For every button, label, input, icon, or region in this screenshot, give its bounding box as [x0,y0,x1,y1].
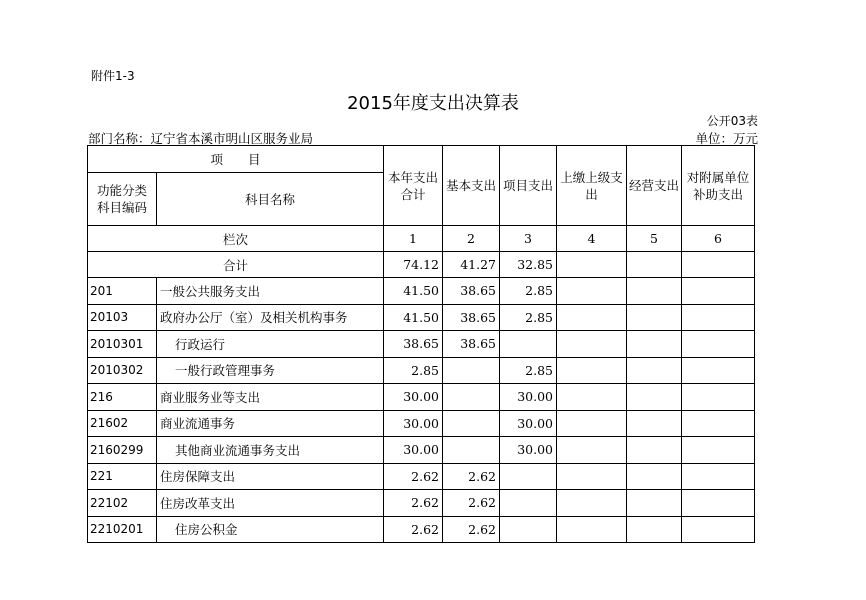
amount-cell [682,490,755,517]
subject-name: 行政运行 [157,331,384,358]
amount-cell [627,463,682,490]
amount-cell [682,304,755,331]
amount-cell [627,437,682,464]
amount-cell [627,490,682,517]
amount-cell [627,357,682,384]
amount-cell [627,304,682,331]
subject-name: 商业流通事务 [157,410,384,437]
column-number: 6 [682,226,755,252]
subject-name: 一般行政管理事务 [157,357,384,384]
total-value [682,252,755,278]
subject-name: 商业服务业等支出 [157,384,384,411]
amount-cell: 30.00 [500,410,557,437]
amount-cell: 41.50 [384,304,443,331]
amount-cell [557,331,627,358]
table-row [88,490,755,517]
table-row [88,410,755,437]
col-header-6: 对附属单位补助支出 [682,146,755,226]
amount-cell: 2.85 [500,304,557,331]
subject-code: 2210201 [88,516,157,543]
subject-name: 其他商业流通事务支出 [157,437,384,464]
name-header: 科目名称 [157,173,384,226]
table-row [88,463,755,490]
amount-cell [443,384,500,411]
col-header-2: 基本支出 [443,146,500,226]
amount-cell: 2.85 [500,278,557,305]
table-row [88,384,755,411]
column-number: 2 [443,226,500,252]
col-header-5: 经营支出 [627,146,682,226]
amount-cell: 38.65 [443,331,500,358]
header-row-top [88,146,755,173]
amount-cell: 2.85 [500,357,557,384]
amount-cell [557,278,627,305]
subject-name: 住房公积金 [157,516,384,543]
subject-name: 一般公共服务支出 [157,278,384,305]
amount-cell: 41.50 [384,278,443,305]
amount-cell [682,463,755,490]
amount-cell [557,490,627,517]
amount-cell [682,410,755,437]
amount-cell: 38.65 [443,304,500,331]
form-number: 公开03表 [706,114,758,128]
subject-code: 2010301 [88,331,157,358]
item-header: 项 目 [88,146,384,173]
amount-cell: 2.62 [384,490,443,517]
amount-cell: 2.62 [443,490,500,517]
amount-cell: 2.85 [384,357,443,384]
amount-cell [682,278,755,305]
total-value [627,252,682,278]
table-row [88,357,755,384]
page-title: 2015年度支出决算表 [347,93,519,114]
subject-code: 2160299 [88,437,157,464]
amount-cell: 30.00 [500,384,557,411]
total-value: 32.85 [500,252,557,278]
amount-cell [682,357,755,384]
column-number: 4 [557,226,627,252]
amount-cell [500,463,557,490]
total-row [88,252,755,278]
table-row [88,437,755,464]
amount-cell [557,516,627,543]
column-index-label: 栏次 [88,226,384,252]
amount-cell: 30.00 [384,437,443,464]
amount-cell [627,516,682,543]
total-value [557,252,627,278]
amount-cell: 2.62 [443,516,500,543]
amount-cell: 38.65 [384,331,443,358]
amount-cell [682,516,755,543]
total-value: 41.27 [443,252,500,278]
table-row [88,278,755,305]
col-header-4: 上缴上级支出 [557,146,627,226]
amount-cell [682,437,755,464]
amount-cell [557,410,627,437]
table-row [88,331,755,358]
total-label: 合计 [88,252,384,278]
table-row [88,304,755,331]
amount-cell [557,437,627,464]
subject-code: 22102 [88,490,157,517]
unit-label: 单位：万元 [695,131,758,146]
column-number: 5 [627,226,682,252]
column-number: 1 [384,226,443,252]
column-index-row [88,226,755,252]
amount-cell [682,384,755,411]
amount-cell: 2.62 [443,463,500,490]
col-header-1: 本年支出合计 [384,146,443,226]
amount-cell [443,437,500,464]
subject-name: 政府办公厅（室）及相关机构事务 [157,304,384,331]
amount-cell [443,357,500,384]
amount-cell [627,278,682,305]
amount-cell: 2.62 [384,516,443,543]
amount-cell [557,463,627,490]
department-name: 部门名称：辽宁省本溪市明山区服务业局 [88,131,314,146]
subject-code: 216 [88,384,157,411]
amount-cell [557,384,627,411]
total-value: 74.12 [384,252,443,278]
amount-cell: 30.00 [384,410,443,437]
amount-cell [682,331,755,358]
code-header: 功能分类科目编码 [88,173,157,226]
amount-cell [443,410,500,437]
col-header-3: 项目支出 [500,146,557,226]
amount-cell [500,490,557,517]
amount-cell [500,516,557,543]
amount-cell: 30.00 [500,437,557,464]
amount-cell [500,331,557,358]
amount-cell: 30.00 [384,384,443,411]
subject-code: 221 [88,463,157,490]
expenditure-table [87,145,755,543]
subject-code: 20103 [88,304,157,331]
amount-cell [557,304,627,331]
amount-cell: 38.65 [443,278,500,305]
subject-code: 21602 [88,410,157,437]
attachment-label: 附件1-3 [91,69,135,83]
amount-cell: 2.62 [384,463,443,490]
amount-cell [627,331,682,358]
amount-cell [557,357,627,384]
subject-code: 2010302 [88,357,157,384]
amount-cell [627,384,682,411]
table-row [88,516,755,543]
subject-name: 住房保障支出 [157,463,384,490]
subject-code: 201 [88,278,157,305]
subject-name: 住房改革支出 [157,490,384,517]
column-number: 3 [500,226,557,252]
amount-cell [627,410,682,437]
